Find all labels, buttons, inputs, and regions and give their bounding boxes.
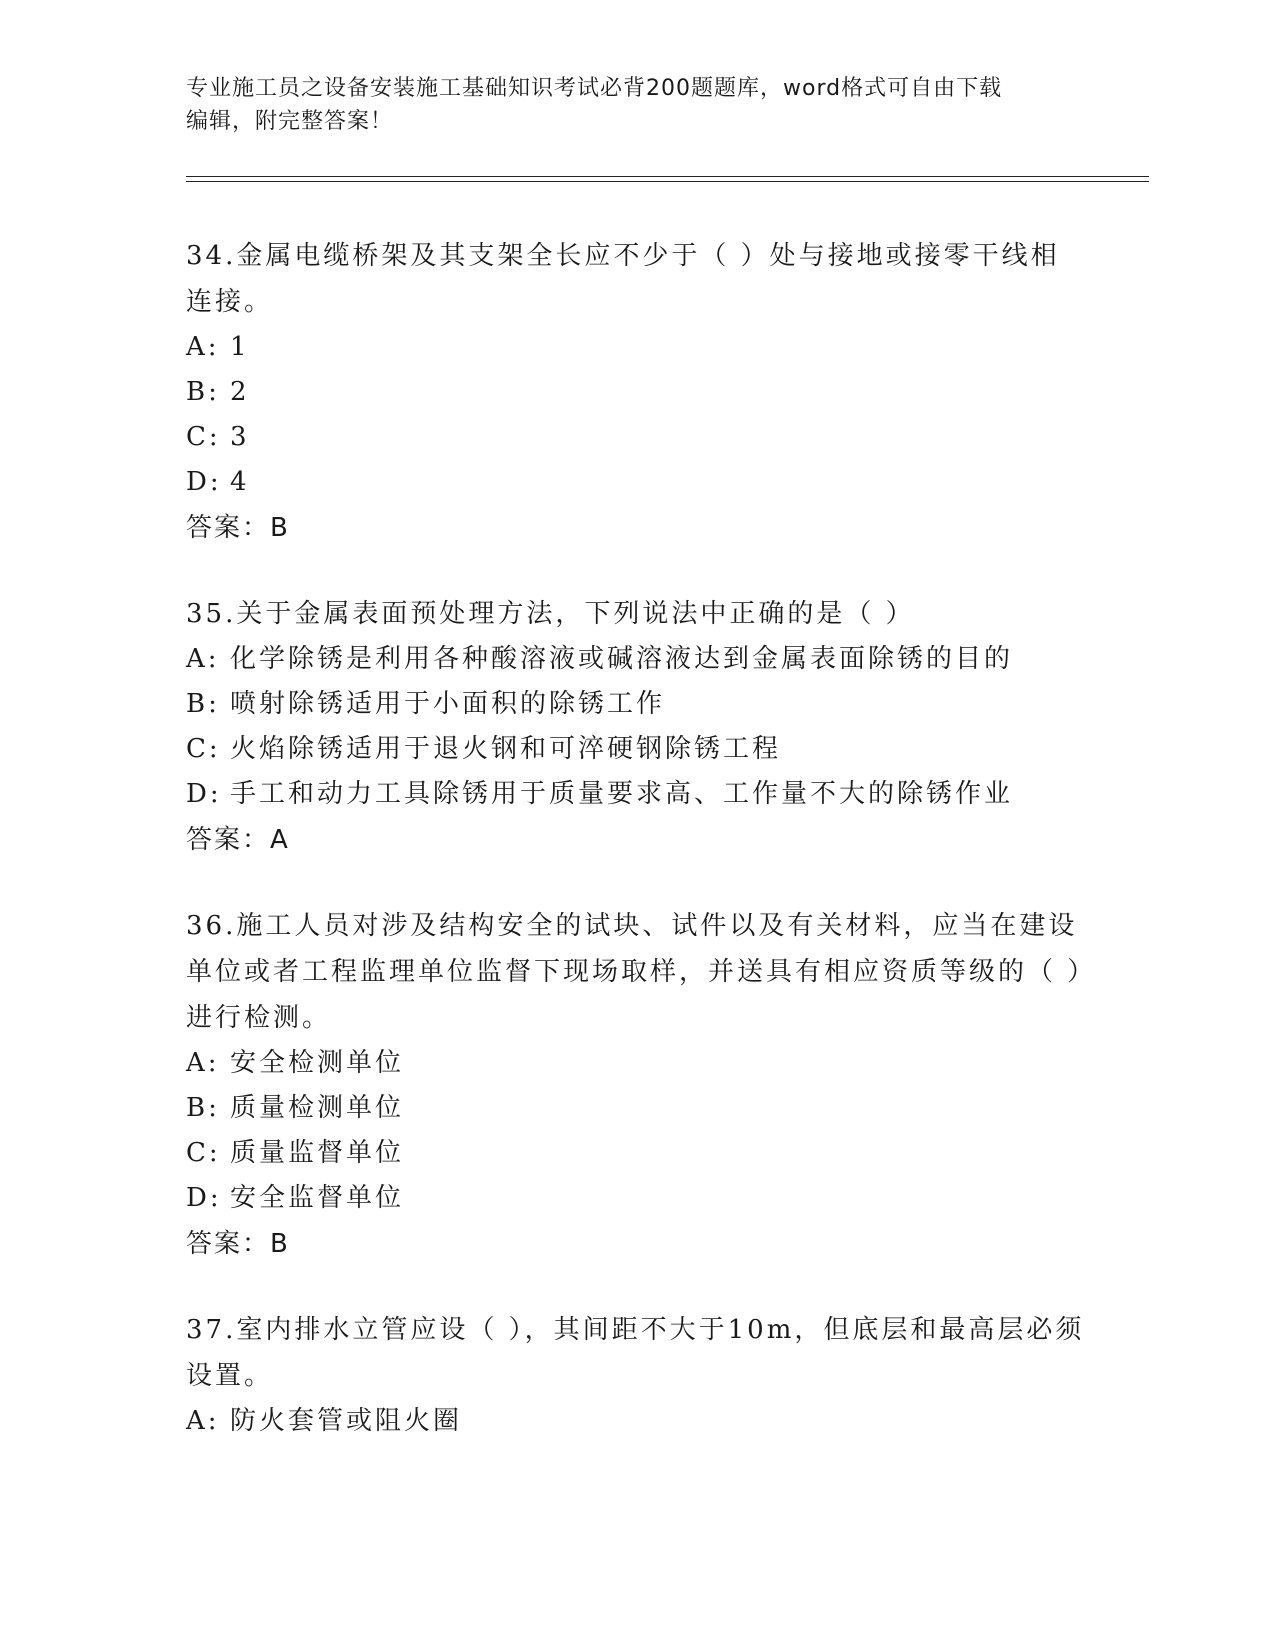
option-text: 火焰除锈适用于退火钢和可淬硬钢除锈工程 <box>230 734 782 764</box>
option-d <box>186 1176 1086 1221</box>
option-c <box>186 415 1086 460</box>
option-key: A: <box>186 644 220 674</box>
option-text: 手工和动力工具除锈用于质量要求高、工作量不大的除锈作业 <box>230 779 1014 809</box>
option-key: D: <box>186 467 222 497</box>
option-a <box>186 1399 1086 1444</box>
option-c <box>186 727 1086 772</box>
answer-line <box>186 817 1086 863</box>
option-a <box>186 325 1086 370</box>
question-stem: 34.金属电缆桥架及其支架全长应不少于（ ）处与接地或接零干线相连接。 <box>186 241 1060 317</box>
option-text: 2 <box>230 377 250 407</box>
option-text: 4 <box>230 467 250 497</box>
answer-value: A <box>270 825 290 855</box>
answer-value: B <box>270 1229 290 1259</box>
header-divider-bottom <box>186 181 1149 182</box>
answer-label: 答案： <box>186 1229 271 1259</box>
question-36 <box>186 903 1086 1267</box>
answer-line <box>186 1221 1086 1267</box>
option-text: 1 <box>230 332 250 362</box>
option-text: 质量监督单位 <box>230 1138 405 1168</box>
question-35 <box>186 591 1086 863</box>
answer-label: 答案： <box>186 513 271 543</box>
option-key: B: <box>186 689 220 719</box>
option-a <box>186 637 1086 682</box>
answer-label: 答案： <box>186 825 271 855</box>
answer-value: B <box>270 513 290 543</box>
option-b <box>186 370 1086 415</box>
option-key: C: <box>186 1138 221 1168</box>
option-text: 化学除锈是利用各种酸溶液或碱溶液达到金属表面除锈的目的 <box>230 644 1014 674</box>
header-line-1: 专业施工员之设备安装施工基础知识考试必背200题题库，word格式可自由下载 <box>186 76 1003 101</box>
option-key: B: <box>186 1093 220 1123</box>
question-stem: 37.室内排水立管应设（ ），其间距不大于10m，但底层和最高层必须设置。 <box>186 1315 1085 1391</box>
question-37 <box>186 1307 1086 1444</box>
option-key: B: <box>186 377 220 407</box>
answer-line <box>186 505 1086 551</box>
option-text: 安全监督单位 <box>230 1183 405 1213</box>
option-key: C: <box>186 422 221 452</box>
question-stem: 35.关于金属表面预处理方法，下列说法中正确的是（ ） <box>186 599 915 629</box>
option-key: A: <box>186 1406 220 1436</box>
option-d <box>186 772 1086 817</box>
question-34 <box>186 233 1086 551</box>
option-text: 防火套管或阻火圈 <box>230 1406 463 1436</box>
option-text: 喷射除锈适用于小面积的除锈工作 <box>230 689 666 719</box>
option-text: 3 <box>230 422 250 452</box>
header-line-2: 编辑，附完整答案！ <box>186 109 394 134</box>
header-divider-top <box>186 176 1149 177</box>
option-a <box>186 1041 1086 1086</box>
option-key: A: <box>186 332 220 362</box>
document-header <box>186 72 1086 138</box>
question-list <box>186 233 1086 1484</box>
option-key: A: <box>186 1048 220 1078</box>
option-b <box>186 1086 1086 1131</box>
option-c <box>186 1131 1086 1176</box>
option-text: 质量检测单位 <box>230 1093 405 1123</box>
option-key: C: <box>186 734 221 764</box>
option-text: 安全检测单位 <box>230 1048 405 1078</box>
option-b <box>186 682 1086 727</box>
question-stem: 36.施工人员对涉及结构安全的试块、试件以及有关材料，应当在建设单位或者工程监理单位监督下现场取样，并送具有相应资质等级的（ ）进行检测。 <box>186 911 1084 1033</box>
option-key: D: <box>186 779 222 809</box>
option-d <box>186 460 1086 505</box>
option-key: D: <box>186 1183 222 1213</box>
